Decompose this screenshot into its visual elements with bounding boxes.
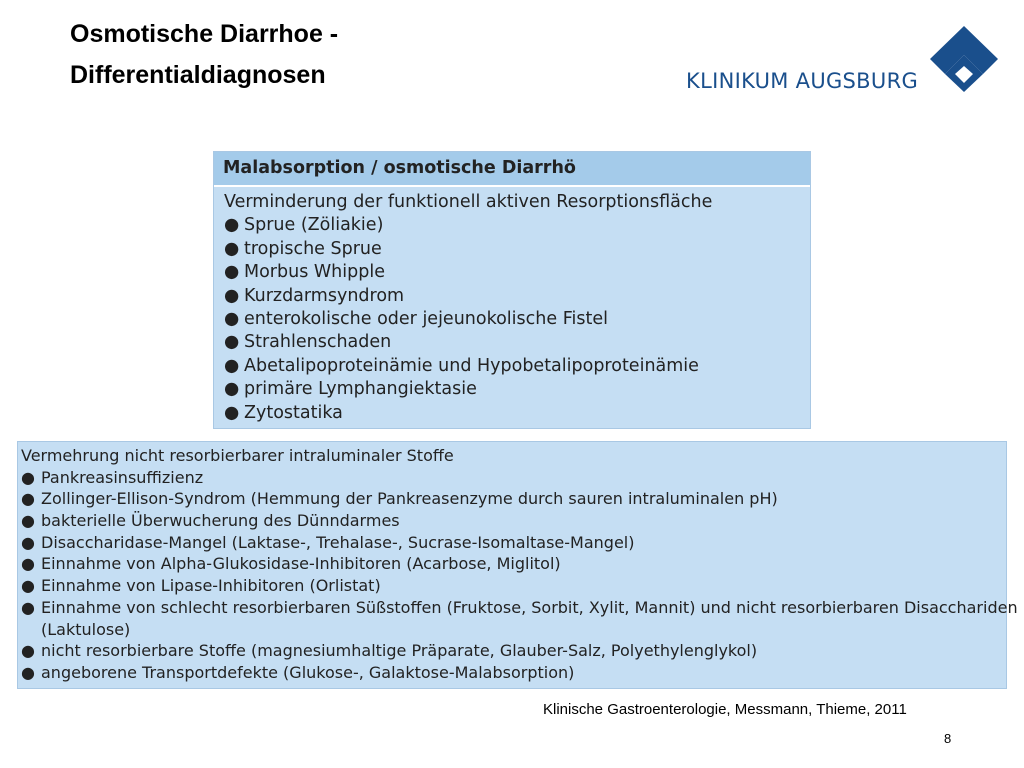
source-citation: Klinische Gastroenterologie, Messmann, Thieme, 2011 — [543, 701, 907, 718]
bullet-icon: ● — [224, 238, 240, 259]
table-malabsorption — [213, 151, 811, 429]
list-item: ● Einnahme von schlecht resorbierbaren Süßstoffen (Fruktose, Sorbit, Xylit, Mannit) und nicht resorbierbaren Disacchariden — [21, 597, 1018, 617]
bullet-icon: ● — [21, 662, 35, 682]
list-item: ● Morbus Whipple — [224, 261, 810, 284]
list-item: ● enterokolische oder jejeunokolische Fistel — [224, 308, 810, 331]
list-item: ● Disaccharidase-Mangel (Laktase-, Trehalase-, Sucrase-Isomaltase-Mangel) — [21, 532, 635, 552]
bullet-icon: ● — [21, 641, 35, 661]
table-intro: Verminderung der funktionell aktiven Resorptionsfläche — [224, 192, 713, 212]
list-item: ● Einnahme von Lipase-Inhibitoren (Orlistat) — [21, 576, 381, 596]
list-item-continuation: (Laktulose) — [41, 619, 131, 639]
bullet-icon: ● — [224, 332, 240, 353]
list-item: ● Zytostatika — [224, 402, 810, 425]
slide-title-line-2: Differentialdiagnosen — [70, 61, 326, 89]
brand-wordmark — [686, 69, 918, 93]
bullet-icon: ● — [21, 532, 35, 552]
brand-wordmark-augsburg: AUGSBURG — [788, 69, 919, 93]
bullet-icon: ● — [21, 467, 35, 487]
list-item: ● Einnahme von Alpha-Glukosidase-Inhibitoren (Acarbose, Miglitol) — [21, 554, 561, 574]
bullet-icon: ● — [21, 576, 35, 596]
bullet-icon: ● — [224, 262, 240, 283]
bullet-icon: ● — [21, 489, 35, 509]
page-number: 8 — [944, 731, 952, 746]
brand-wordmark-klinikum: KLINIKUM — [686, 69, 789, 93]
bullet-icon: ● — [224, 308, 240, 329]
bullet-icon: ● — [224, 379, 240, 400]
list-item: ● tropische Sprue — [224, 238, 810, 261]
table-header: Malabsorption / osmotische Diarrhö — [214, 152, 810, 187]
list-item: ● Sprue (Zöliakie) — [224, 214, 810, 237]
list-item: ● Pankreasinsuffizienz — [21, 467, 204, 487]
list-item: ● nicht resorbierbare Stoffe (magnesiumhaltige Präparate, Glauber-Salz, Polyethylenglykol) — [21, 641, 758, 661]
bullet-icon: ● — [224, 285, 240, 306]
bullet-icon: ● — [21, 597, 35, 617]
list-item: ● primäre Lymphangiektasie — [224, 378, 810, 401]
list-item: ● Abetalipoproteinämie und Hypobetalipoproteinämie — [224, 355, 810, 378]
list-item: ● Kurzdarmsyndrom — [224, 285, 810, 308]
table-body — [214, 187, 810, 425]
bullet-icon: ● — [21, 511, 35, 531]
list-item: ● bakterielle Überwucherung des Dünndarmes — [21, 511, 400, 531]
list-item: ● Strahlenschaden — [224, 331, 810, 354]
bullet-icon: ● — [224, 355, 240, 376]
list-item: ● Zollinger-Ellison-Syndrom (Hemmung der Pankreasenzyme durch sauren intraluminalen pH) — [21, 489, 778, 509]
table-intraluminal-substances — [17, 441, 1018, 689]
slide-title — [70, 14, 338, 96]
slide-title-line-1: Osmotische Diarrhoe - — [70, 20, 339, 48]
list-item: ● angeborene Transportdefekte (Glukose-, Galaktose-Malabsorption) — [21, 662, 575, 682]
diamond-logo-icon — [928, 24, 1000, 94]
bullet-icon: ● — [21, 554, 35, 574]
bullet-icon: ● — [224, 215, 240, 236]
bullet-icon: ● — [224, 402, 240, 423]
table-intro: Vermehrung nicht resorbierbarer intraluminaler Stoffe — [21, 446, 454, 465]
